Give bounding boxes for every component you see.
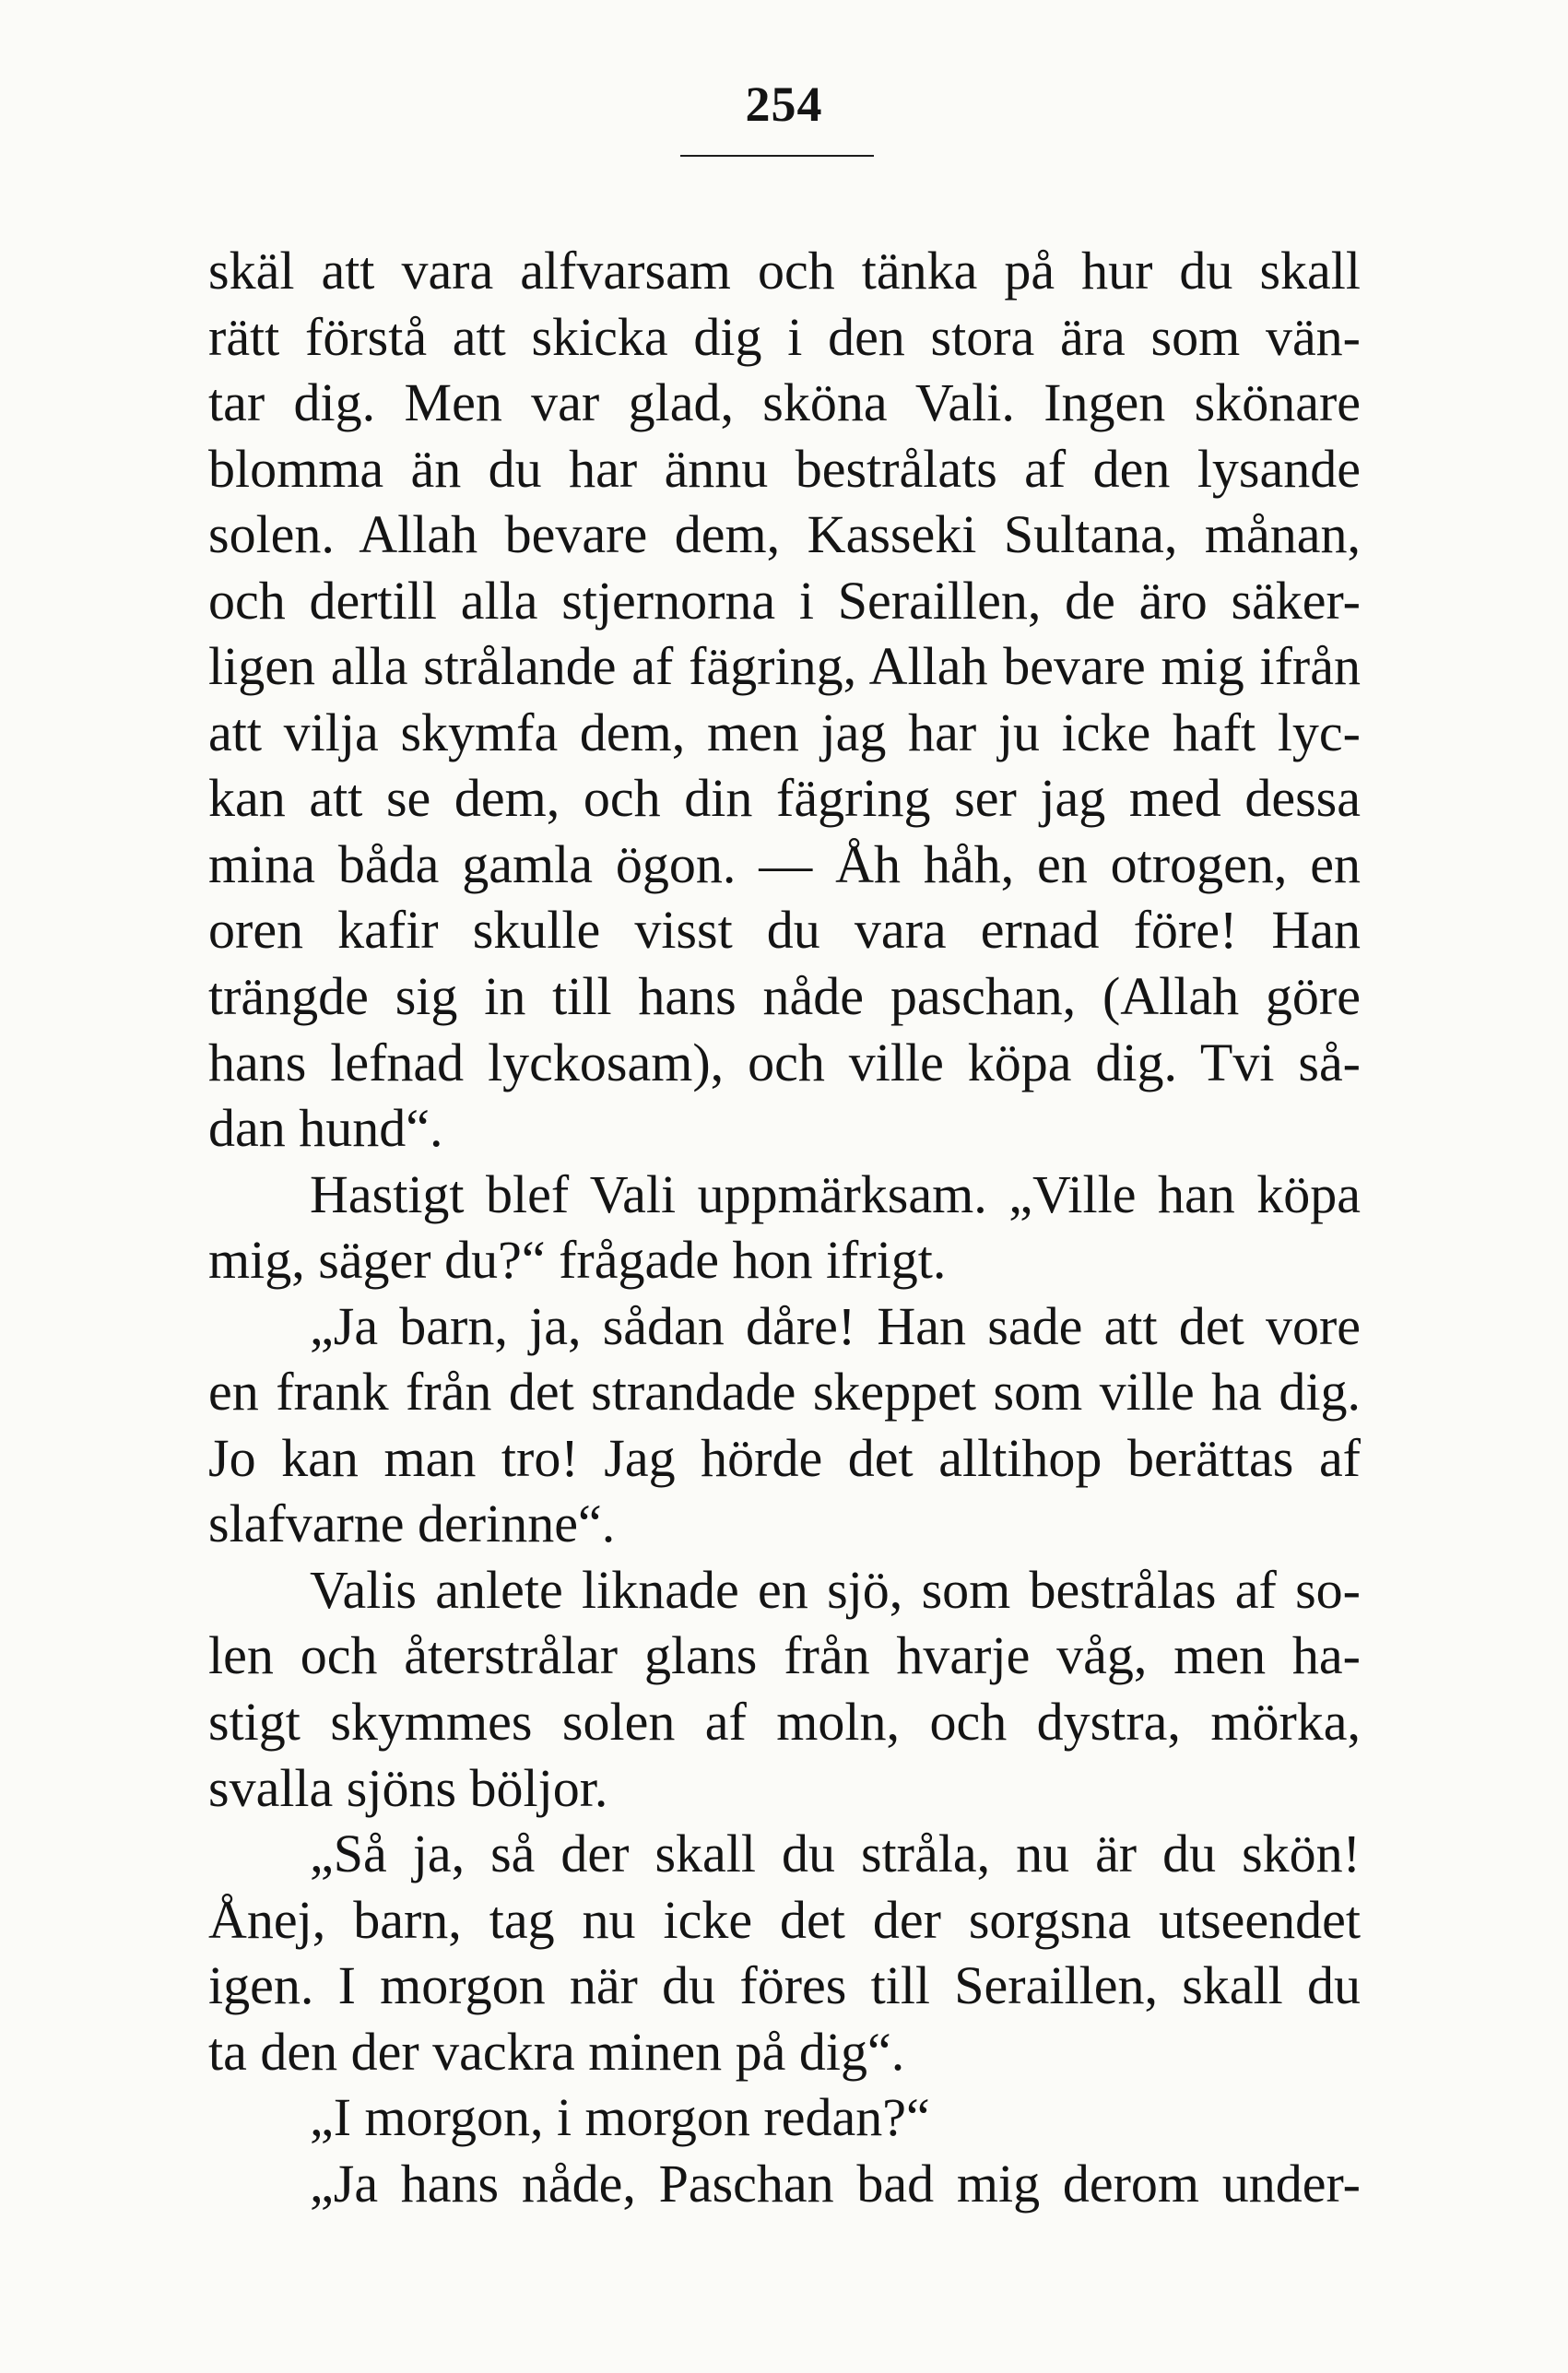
text-line: kan att se dem, och din fägring ser jag med dessa <box>208 768 1361 829</box>
text-line: ligen alla strålande af fägring, Allah bevare mig ifrån <box>208 636 1361 697</box>
text-line: Hastigt blef Vali uppmärksam. „Ville han köpa <box>310 1163 1361 1224</box>
text-line: „Ja barn, ja, sådan dåre! Han sade att det vore <box>310 1295 1361 1356</box>
text-line: och dertill alla stjernorna i Seraillen, de äro säker- <box>208 570 1361 631</box>
text-line: svalla sjöns böljor. <box>208 1757 608 1818</box>
text-line: oren kafir skulle visst du vara ernad före! Han <box>208 900 1361 961</box>
text-line: dan hund“. <box>208 1098 443 1159</box>
text-line: skäl att vara alfvarsam och tänka på hur du skall <box>208 241 1361 301</box>
text-line: trängde sig in till hans nåde paschan, (Allah göre <box>208 966 1361 1027</box>
text-line: „Ja hans nåde, Paschan bad mig derom under- <box>310 2153 1361 2214</box>
text-line: blomma än du har ännu bestrålats af den lysande <box>208 438 1361 499</box>
text-line: en frank från det strandade skeppet som ville ha dig. <box>208 1362 1361 1423</box>
text-line: Valis anlete liknade en sjö, som bestrålas af so- <box>310 1559 1361 1620</box>
text-line: rätt förstå att skicka dig i den stora ära som vän- <box>208 306 1361 367</box>
text-line: att vilja skymfa dem, men jag har ju icke haft lyc- <box>208 702 1361 762</box>
text-line: slafvarne derinne“. <box>208 1493 616 1554</box>
body-text <box>208 238 1361 2216</box>
text-line: Jo kan man tro! Jag hörde det alltihop berättas af <box>208 1427 1361 1488</box>
text-line: mina båda gamla ögon. — Åh håh, en otrogen, en <box>208 833 1361 894</box>
text-line: „I morgon, i morgon redan?“ <box>310 2087 930 2148</box>
page-number: 254 <box>745 77 823 132</box>
header-rule <box>680 155 874 157</box>
text-line: tar dig. Men var glad, sköna Vali. Ingen skönare <box>208 372 1361 433</box>
text-line: ta den der vackra minen på dig“. <box>208 2021 905 2082</box>
text-line: „Så ja, så der skall du stråla, nu är du skön! <box>310 1824 1361 1884</box>
text-line: mig, säger du?“ frågade hon ifrigt. <box>208 1230 947 1291</box>
text-line: Ånej, barn, tag nu icke det der sorgsna utseendet <box>208 1889 1361 1950</box>
text-line: igen. I morgon när du föres till Seraillen, skall du <box>208 1955 1361 2016</box>
text-line: len och återstrålar glans från hvarje våg, men ha- <box>208 1625 1361 1686</box>
text-line: solen. Allah bevare dem, Kasseki Sultana, månan, <box>208 504 1361 565</box>
text-line: stigt skymmes solen af moln, och dystra, mörka, <box>208 1692 1361 1753</box>
text-line: hans lefnad lyckosam), och ville köpa dig. Tvi så- <box>208 1032 1361 1092</box>
